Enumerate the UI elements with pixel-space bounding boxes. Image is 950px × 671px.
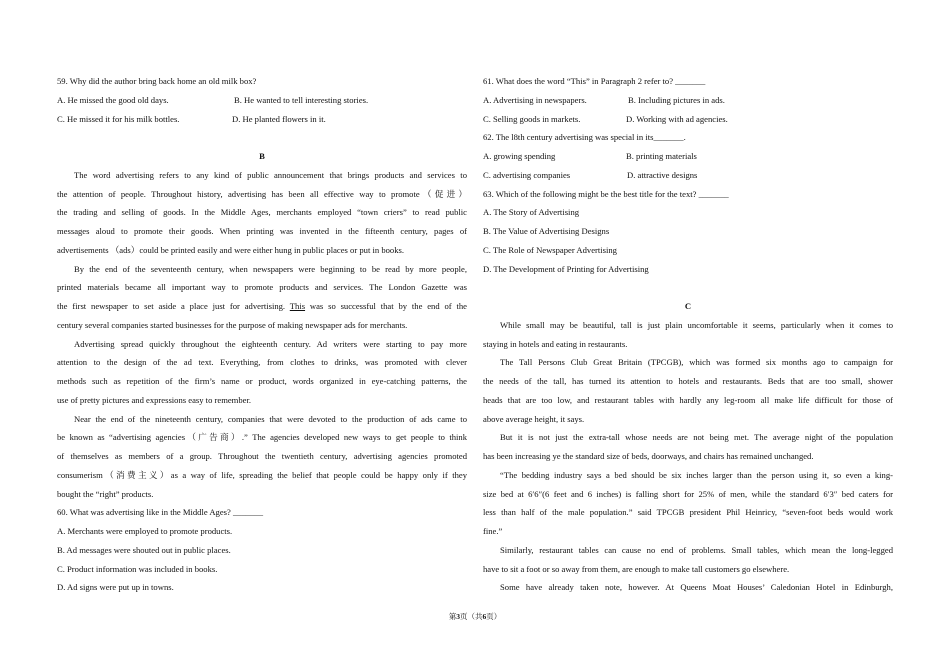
option-61-a: A. Advertising in newspapers. <box>483 94 587 105</box>
question-62-options-ab <box>483 147 893 166</box>
text-after-this: was so successful that by the end of the <box>309 301 467 311</box>
passage-b-p3-line: methods such as repetition of the firm’s name or product, words organized in eye-catching patterns, the <box>57 376 467 386</box>
spacer <box>483 278 893 297</box>
passage-c-p4-line: size bed at 6′6″(6 feet and 6 inches) is falling short for 25% of men, while the standard 6′3″ bed caters for <box>483 488 893 499</box>
passage-b-p3-line: use of pretty pictures and expressions easy to remember. <box>57 394 252 405</box>
passage-c-p4-line: less than half of the male population.” said TPCGB president Phil Heinricy, “seven-foot beds would work <box>483 507 893 518</box>
passage-b-p1-line: the trading and selling of goods. In the Middle Ages, merchants employed “town criers” to read public <box>57 207 467 218</box>
section-heading-c: C <box>684 301 692 311</box>
passage-b-p2-line: By the end of the seventeenth century, when newspapers were beginning to be read by more people, <box>74 263 467 274</box>
passage-b-p2-line: century several companies started businesses for the purpose of making newspaper ads for merchants. <box>57 319 408 330</box>
footer-page-number: 3 <box>456 612 460 621</box>
option-59-a: A. He missed the good old days. <box>57 94 169 105</box>
passage-c-p1-line: While small may be beautiful, tall is just plain uncomfortable it seems, particularly when it comes to <box>500 319 893 330</box>
question-59-options-ab <box>57 91 467 110</box>
question-63-stem: 63. Which of the following might be the best title for the text? _______ <box>483 188 729 199</box>
question-61-options-cd <box>483 110 893 129</box>
question-62-stem: 62. The l8th century advertising was special in its_______. <box>483 132 686 143</box>
footer-prefix: 第 <box>448 612 457 621</box>
passage-b-p1-line: messages aloud to promote their goods. When printing was invented in the fifteenth century, pages of <box>57 226 467 236</box>
passage-c-p5-line: have to sit a foot or so away from them, are enough to make tall customers go elsewhere. <box>483 563 790 574</box>
passage-b-p1-line: advertisements （ads）could be printed easily and were either hung in public places or put in books. <box>57 244 405 255</box>
option-59-d: D. He planted flowers in it. <box>232 113 326 124</box>
passage-c-p2-line: heads that are too low, and restaurant tables with hardly any leg-room all make life difficult for those of <box>483 394 893 405</box>
option-63-a: A. The Story of Advertising <box>483 207 580 218</box>
passage-c-p4-line: “The bedding industry says a bed should be six inches larger than the person using it, so even a king- <box>500 469 893 480</box>
passage-b-p4-line: be known as “advertising agencies（广告商）.” The agencies developed new ways to get people to think <box>57 432 467 443</box>
option-60-d: D. Ad signs were put up in towns. <box>57 582 174 593</box>
passage-c-p6-line: Some have already taken note, however. At Queens Moat Houses’ Caledonian Hotel in Edinburgh, <box>500 582 893 593</box>
option-60-b: B. Ad messages were shouted out in public places. <box>57 544 231 555</box>
option-63-c: C. The Role of Newspaper Advertising <box>483 244 617 255</box>
section-heading-b: B <box>259 151 265 161</box>
option-61-b: B. Including pictures in ads. <box>628 94 725 105</box>
passage-b-p4-line: of themselves as members of a group. Throughout the twentieth century, advertising agencies promoted <box>57 451 467 461</box>
passage-b-p4-line: Near the end of the nineteenth century, companies that were devoted to the production of ads came to <box>74 413 467 424</box>
passage-c-p5-line: Similarly, restaurant tables can cause no end of problems. Small tables, which mean the long-legged <box>500 544 893 555</box>
question-61-stem: 61. What does the word “This” in Paragraph 2 refer to? _______ <box>483 76 706 86</box>
passage-b-p1-line: the attention of people. Throughout history, advertising has been all effective way to promote（促进） <box>57 188 467 199</box>
spacer <box>57 128 467 147</box>
option-60-a: A. Merchants were employed to promote products. <box>57 526 233 536</box>
underlined-word-this: This <box>289 301 306 311</box>
page-footer <box>0 611 950 622</box>
footer-middle: 页（共 <box>460 612 483 621</box>
option-62-a: A. growing spending <box>483 151 556 161</box>
option-59-c: C. He missed it for his milk bottles. <box>57 113 180 124</box>
passage-b-p2-line-with-underline <box>57 297 467 316</box>
footer-total-pages: 6 <box>482 612 487 621</box>
passage-c-p4-line: fine.” <box>483 526 503 536</box>
option-60-c: C. Product information was included in books. <box>57 563 218 574</box>
passage-b-p1-line: The word advertising refers to any kind of public announcement that brings products and services to <box>74 169 467 180</box>
option-61-d: D. Working with ad agencies. <box>626 113 728 124</box>
passage-c-p1-line: staying in hotels and eating in restaurants. <box>483 338 628 349</box>
passage-c-p2-line: the needs of the tall, has turned its attention to hotels and restaurants. Beds that are too small, shower <box>483 376 893 386</box>
passage-c-p2-line: The Tall Persons Club Great Britain (TPCGB), which was formed six months ago to campaign for <box>500 357 893 368</box>
question-60-stem: 60. What was advertising like in the Middle Ages? _______ <box>57 507 264 518</box>
passage-c-p3-line: But it is not just the extra-tall whose needs are not being met. The average night of the population <box>500 432 893 443</box>
passage-b-p3-line: attention to the design of the ad text. Everything, from clothes to drinks, was promoted with clever <box>57 357 467 368</box>
passage-c-p2-line: above average height, it says. <box>483 413 585 424</box>
right-column <box>483 72 893 597</box>
question-59-stem: 59. Why did the author bring back home an old milk box? <box>57 76 257 86</box>
passage-b-p3-line: Advertising spread quickly throughout the eighteenth century. Ad writers were starting to pay more <box>74 338 467 349</box>
passage-b-p4-line: consumerism（消费主义）as a way of life, spreading the belief that people could be happy only if they <box>57 469 467 480</box>
text-before-this: the first newspaper to set aside a place just for advertising. <box>57 301 286 311</box>
question-59-options-cd <box>57 110 467 129</box>
option-62-d: D. attractive designs <box>627 169 698 180</box>
passage-b-p4-line: bought the “right” products. <box>57 488 154 499</box>
left-column <box>57 72 467 597</box>
passage-c-p3-line: has been increasing ye the standard size of beds, doorways, and chairs has remained unchanged. <box>483 451 814 461</box>
option-61-c: C. Selling goods in markets. <box>483 113 581 124</box>
option-63-b: B. The Value of Advertising Designs <box>483 226 610 236</box>
option-62-c: C. advertising companies <box>483 169 571 180</box>
option-62-b: B. printing materials <box>626 151 697 161</box>
option-63-d: D. The Development of Printing for Advertising <box>483 263 649 274</box>
footer-suffix: 页） <box>486 612 502 621</box>
option-59-b: B. He wanted to tell interesting stories. <box>234 94 369 105</box>
passage-b-p2-line: printed materials became all important way to promote products and services. The London Gazette was <box>57 282 467 293</box>
question-61-options-ab <box>483 91 893 110</box>
question-62-options-cd <box>483 166 893 185</box>
